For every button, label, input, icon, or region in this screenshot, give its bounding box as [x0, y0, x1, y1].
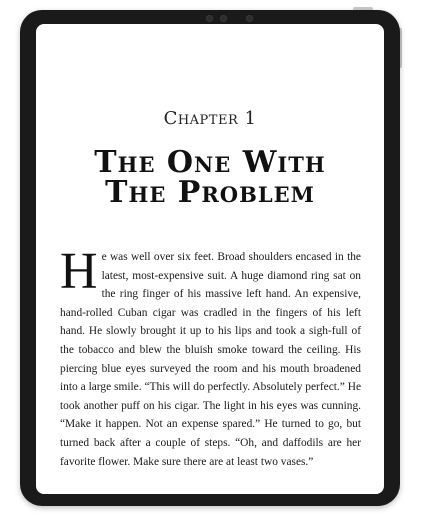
chapter-body-text — [60, 243, 361, 471]
chapter-label: Chapter 1 — [163, 108, 257, 129]
chapter-title-line-1: The One With — [94, 145, 326, 180]
tablet-device — [20, 10, 400, 506]
chapter-title — [36, 145, 384, 210]
sensor-dot-icon — [220, 15, 227, 22]
reader-screen[interactable] — [36, 24, 384, 494]
chapter-title-line-2: The Problem — [105, 175, 315, 210]
camera-bar — [198, 14, 258, 22]
sensor-dot-icon — [206, 15, 213, 22]
drop-cap: H — [60, 243, 98, 300]
front-camera-icon — [246, 15, 253, 22]
body-paragraph: e was well over six feet. Broad shoulders encased in the latest, most-expensive suit. A huge diamond ring sat on the ring finger of his massive left hand. An expensive, hand-rolled Cuban cigar was cradled in the fingers of his left hand. He slowly brought it up to his lips and took a sigh-full of the tobacco and blew the bluish smoke toward the ceiling. His piercing blue eyes surveyed the room and his mouth broadened into a large smile. “This will do perfectly. Absolutely perfect.” He took another puff on his cigar. The light in his eyes was cunning. “Make it happen. Not an expense spared.” He turned to go, but turned back after a couple of steps. “Oh, and daffodils are her favorite flower. Make sure there are at least two vases.” — [60, 251, 361, 468]
